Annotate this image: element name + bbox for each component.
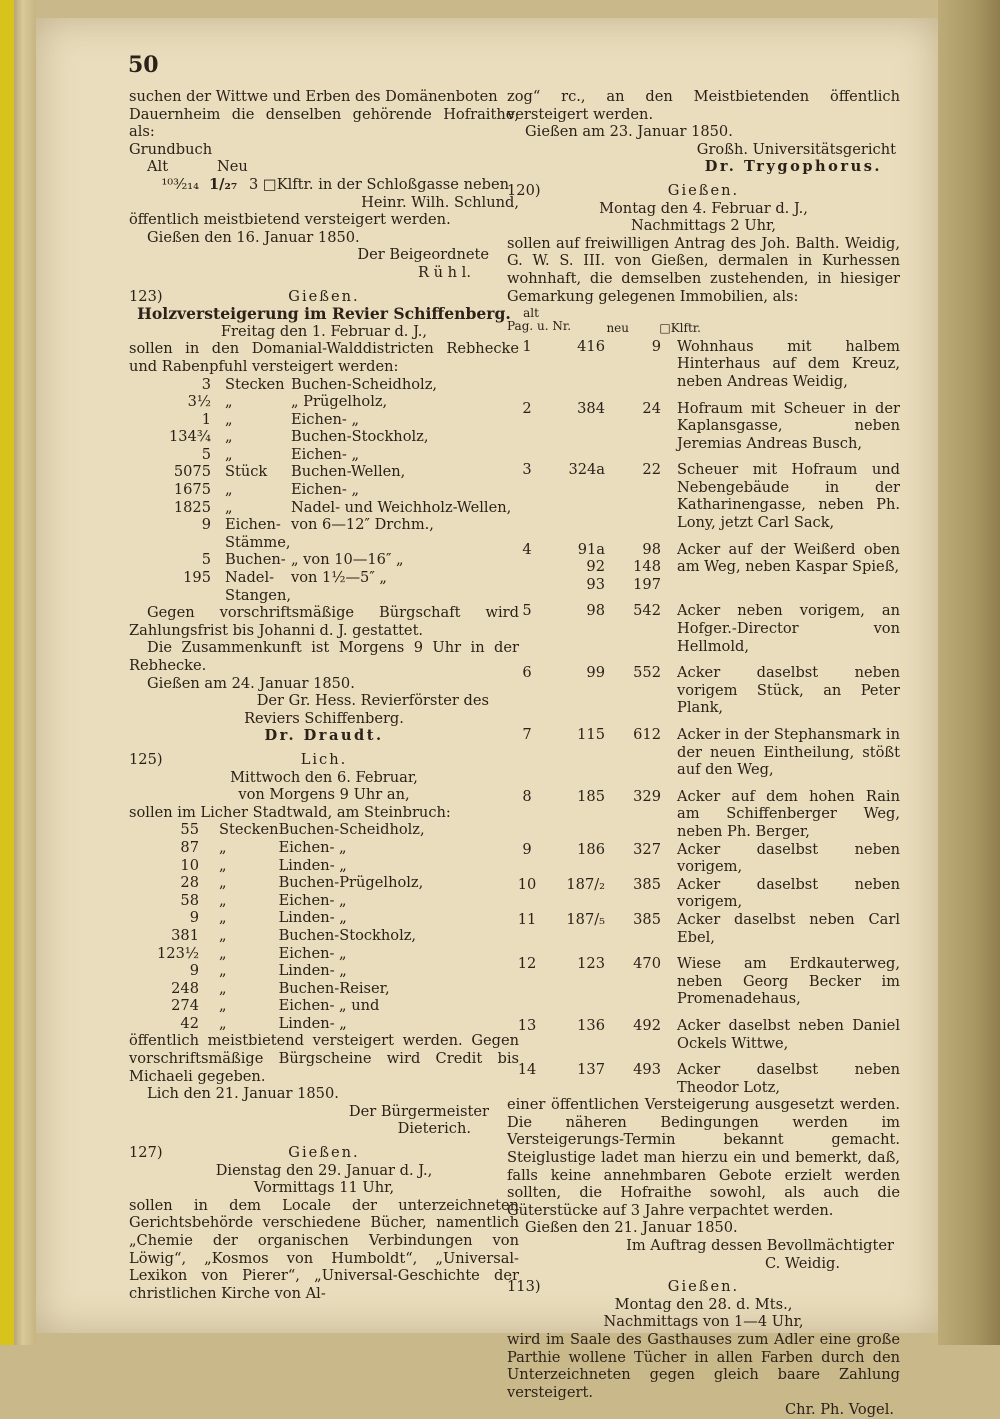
area-klafter: 9 (651, 337, 661, 355)
wood-unit: Stecken (225, 375, 285, 393)
signature-title: Im Auftrag dessen Bevollmächtigter (626, 1237, 894, 1255)
wood-quantity: 5075 (173, 463, 211, 481)
wood-unit: „ (219, 891, 227, 909)
wood-quantity: 3 (201, 375, 211, 393)
property-row (507, 779, 900, 841)
parcel-number: 99 (586, 664, 605, 682)
property-row (507, 946, 900, 1008)
pag-number: 13 (517, 1016, 537, 1034)
area-klafter: 470 (633, 955, 661, 973)
pag-number: 6 (522, 664, 532, 682)
notice-text: wird im Saale des Gasthauses zum Adler eine große Parthie wollene Tücher in allen Farben durch den Unterzeichneten gegen gleich baare Zahlung versteigert. (507, 1331, 900, 1401)
wood-quantity: 87 (180, 838, 199, 856)
wood-quantity: 9 (189, 909, 199, 927)
header-alt: alt (523, 306, 539, 321)
notice-continuation: zog“ rc., an den Meistbietenden öffentlich versteigert werden. (507, 88, 900, 123)
parcel-number: 123 (577, 955, 605, 973)
wood-row (129, 980, 425, 998)
property-description: Acker daselbst neben Carl Ebel, (677, 910, 900, 946)
wood-unit: „ (219, 1014, 227, 1032)
wood-row (129, 393, 511, 411)
date-line: Gießen am 23. Januar 1850. (525, 123, 733, 141)
wood-description: Buchen-Prügelholz, (278, 874, 424, 892)
wood-row (129, 569, 511, 604)
wood-description: „ Prügelholz, (290, 393, 388, 411)
notice-time: Nachmittags von 1—4 Uhr, (603, 1313, 804, 1331)
pag-number: 7 (522, 726, 532, 743)
wood-unit: Buchen- (225, 551, 286, 569)
header-alt-pag (507, 306, 572, 338)
wood-description: Eichen- „ (278, 891, 347, 909)
notice-text: sollen auf freiwilligen Antrag des Joh. Balth. Weidig, G. W. S. III. von Gießen, dermalen in Kurhessen wohnhaft, die demselben zustehenden, in hiesiger Gemarkung gelegenen Immobilien, als: (507, 234, 900, 305)
property-row (507, 1052, 900, 1096)
signature-name: C. Weidig. (764, 1254, 840, 1272)
left-page-stack (14, 0, 36, 1345)
pag-number: 9 (522, 840, 532, 858)
wood-description: „ von 10—16″ „ (290, 551, 404, 569)
date-line: Lich den 21. Januar 1850. (147, 1085, 339, 1103)
wood-description: Eichen- „ (290, 445, 360, 463)
right-binding-shadow (938, 0, 1000, 1345)
property-description: Hofraum mit Scheuer in der Kaplansgasse, neben Jeremias Andreas Busch, (677, 399, 900, 452)
notice-text: sollen in dem Locale der unterzeichneten Gerichtsbehörde verschiedene Bücher, namentlich „Chemie der organischen Verbindungen von Löwig“, „Kosmos von Humboldt“, „Universal-Lexikon von Pierer“, „Universal-Geschichte der christlichen Kirche von Al- (129, 1196, 519, 1302)
property-row (507, 452, 900, 531)
pag-number: 2 (522, 399, 532, 417)
wood-description: Buchen-Stockholz, (278, 926, 417, 944)
wood-description: von 1½—5″ „ (290, 569, 387, 587)
notice-text: einer öffentlichen Versteigerung ausgesetzt werden. Die näheren Bedingungen werden im Versteigerungs-Termin bekannt gemacht. Steiglustige ladet man hierzu ein und bemerkt, daß, falls keine annehmbaren Gebote erzielt werden sollten, die Hofraithe sowohl, als auch die Güterstücke auf 3 Jahre verpachtet werden. (507, 1096, 900, 1219)
notice-place: Lich. (300, 750, 348, 768)
wood-row (129, 446, 511, 464)
notice-heading-120 (507, 182, 900, 200)
wood-unit: „ (219, 944, 227, 962)
wood-row (129, 463, 511, 481)
date-line: Gießen den 21. Januar 1850. (525, 1219, 738, 1237)
property-table-header (507, 307, 900, 338)
pag-number: 11 (517, 910, 537, 928)
header-klftr: □Klftr. (659, 321, 701, 336)
parcel-number: 186 (577, 840, 605, 858)
area-klafter: 327 (633, 840, 661, 858)
wood-row (129, 909, 425, 927)
pag-number: 10 (517, 875, 537, 893)
property-description: Acker auf dem hohen Rain am Schiffenberger Weg, neben Ph. Berger, (677, 787, 900, 840)
signature-title: Reviers Schiffenberg. (244, 709, 404, 727)
wood-row (129, 551, 511, 569)
notice-number: 113) (507, 1278, 541, 1296)
pag-number: 12 (517, 955, 537, 973)
notice-number: 120) (507, 181, 541, 199)
parcel-number: 115 (577, 726, 605, 743)
notice-heading-123 (129, 288, 519, 306)
wood-description: Buchen-Scheidholz, (290, 375, 438, 393)
wood-row (129, 839, 425, 857)
wood-quantity: 134¾ (169, 428, 211, 446)
intro-line: suchen der Wittwe und Erben des Domänenboten (129, 88, 498, 105)
area-klafter: 385 (633, 910, 661, 928)
wood-description: Linden- „ (278, 909, 347, 927)
property-row (507, 911, 900, 946)
notice-heading-113 (507, 1278, 900, 1296)
pag-number: 14 (517, 1061, 537, 1079)
property-row (507, 717, 900, 779)
parcel-number: 136 (577, 1016, 605, 1034)
grundbuch-header (129, 158, 519, 176)
wood-quantity: 123½ (157, 944, 199, 962)
grundbuch-entry (129, 176, 519, 194)
wood-row (129, 1015, 425, 1033)
notice-date: Freitag den 1. Februar d. J., (220, 322, 428, 340)
wood-description: Linden- „ (278, 962, 347, 980)
notice-number: 127) (129, 1144, 163, 1162)
wood-description: Buchen-Stockholz, (290, 428, 429, 446)
wood-unit: „ (219, 838, 227, 856)
parcel-number: 91a 92 93 (577, 540, 605, 593)
wood-row (129, 481, 511, 499)
parcel-number: 416 (577, 337, 605, 355)
notice-text: sollen in den Domanial-Walddistricten Rebhecke und Rabenpfuhl versteigert werden: (129, 340, 519, 375)
property-description: Acker daselbst neben vorigem, (677, 840, 900, 876)
wood-unit: „ (219, 874, 227, 892)
wood-quantity: 28 (180, 874, 199, 892)
wood-description: Eichen- „ (290, 410, 360, 428)
grundbuch-label: Grundbuch (129, 140, 213, 158)
property-description: Wiese am Erdkauterweg, neben Georg Becker im Promenadehaus, (677, 955, 900, 1008)
signature-name: Dr. Trygophorus. (704, 158, 882, 176)
wood-quantity: 381 (171, 926, 199, 944)
pag-number: 3 (522, 461, 532, 479)
signature-name: Dieterich. (397, 1120, 471, 1138)
entry-neu: 1/₂₇ (209, 175, 238, 193)
area-klafter: 329 (633, 787, 661, 805)
entry-alt: ¹⁰³⁄₂₁₄ (161, 175, 199, 193)
wood-unit: „ (225, 481, 233, 499)
yellow-page-edge (0, 0, 14, 1345)
pag-number: 1 (522, 337, 532, 355)
wood-description: Buchen-Wellen, (290, 463, 406, 481)
wood-unit: Eichen-Stämme, (225, 516, 291, 551)
wood-row (129, 516, 511, 551)
wood-row (129, 927, 425, 945)
wood-list-125 (129, 821, 425, 1032)
wood-unit: „ (219, 979, 227, 997)
wood-quantity: 1825 (173, 498, 211, 516)
notice-number: 125) (129, 750, 163, 768)
wood-description: Eichen- „ (290, 481, 360, 499)
area-klafter: 492 (633, 1016, 661, 1034)
signature-name: R ü h l. (417, 263, 471, 281)
notice-terms: Gegen vorschriftsmäßige Bürgschaft wird Zahlungsfrist bis Johanni d. J. gestattet. (129, 604, 519, 639)
property-table (507, 338, 900, 1097)
wood-unit: „ (225, 410, 233, 428)
parcel-number: 187/₅ (566, 910, 605, 928)
date-line: Gießen am 24. Januar 1850. (147, 674, 355, 692)
wood-unit: Stecken (219, 821, 279, 839)
area-klafter: 612 (633, 726, 661, 743)
property-description: Wohnhaus mit halbem Hinterhaus auf dem Kreuz, neben Andreas Weidig, (677, 337, 900, 390)
area-klafter: 24 (642, 399, 661, 417)
wood-description: Linden- „ (278, 1014, 347, 1032)
notice-place: Gießen. (667, 181, 740, 199)
wood-unit: „ (219, 856, 227, 874)
property-row (507, 841, 900, 876)
wood-quantity: 3½ (187, 393, 211, 411)
notice-date: Mittwoch den 6. Februar, (230, 768, 418, 786)
property-row (507, 391, 900, 453)
wood-unit: „ (225, 393, 233, 411)
header-neu: neu (606, 321, 629, 336)
area-klafter: 98 148 197 (633, 540, 661, 593)
wood-quantity: 58 (180, 891, 199, 909)
notice-date: Montag den 28. d. Mts., (614, 1295, 793, 1313)
wood-quantity: 274 (171, 997, 199, 1015)
neu-label: Neu (217, 158, 248, 176)
date-line: Gießen den 16. Januar 1850. (147, 228, 360, 246)
signature-title: Der Bürgermeister (348, 1102, 489, 1120)
wood-description: Buchen-Scheidholz, (278, 821, 425, 839)
notice-place: Gießen. (667, 1278, 740, 1296)
wood-description: von 6—12″ Drchm., (290, 516, 434, 534)
notice-place: Gießen. (288, 287, 360, 305)
wood-quantity: 5 (201, 445, 211, 463)
wood-quantity: 195 (183, 569, 211, 587)
parcel-number: 384 (577, 399, 605, 417)
property-description: Acker daselbst neben Daniel Ockels Wittwe, (677, 1016, 900, 1052)
area-klafter: 385 (633, 875, 661, 893)
notice-date: Dienstag den 29. Januar d. J., (215, 1161, 433, 1179)
parcel-number: 185 (577, 787, 605, 805)
notice-number: 123) (129, 287, 163, 305)
wood-quantity: 10 (180, 856, 199, 874)
wood-quantity: 1675 (173, 481, 211, 499)
page-number: 50 (128, 52, 159, 78)
property-row (507, 593, 900, 655)
wood-description: Eichen- „ und (278, 997, 380, 1015)
property-description: Acker in der Stephansmark in der neuen Eintheilung, stößt auf den Weg, (677, 726, 900, 779)
pag-number: 8 (522, 787, 532, 805)
wood-unit: „ (225, 498, 233, 516)
wood-quantity: 55 (180, 821, 199, 839)
notice-time: Nachmittags 2 Uhr, (630, 217, 777, 235)
wood-row (129, 857, 425, 875)
pag-number: 5 (522, 602, 532, 620)
wood-unit: „ (219, 909, 227, 927)
area-klafter: 22 (642, 461, 661, 479)
property-row (507, 1008, 900, 1052)
notice-terms: öffentlich meistbietend versteigert werden. Gegen vorschriftsmäßige Bürgscheine wird Credit bis Michaeli gegeben. (129, 1032, 519, 1085)
wood-quantity: 9 (201, 516, 211, 534)
property-description: Acker auf der Weißerd oben am Weg, neben Kaspar Spieß, (677, 540, 900, 576)
wood-description: Nadel- und Weichholz-Wellen, (290, 498, 512, 516)
wood-unit: Nadel-Stangen, (225, 569, 291, 604)
alt-label: Alt (147, 158, 169, 176)
wood-row (129, 945, 425, 963)
wood-row (129, 499, 511, 517)
wood-quantity: 42 (180, 1014, 199, 1032)
closing-line: öffentlich meistbietend versteigert werden. (129, 211, 451, 229)
wood-unit: „ (219, 997, 227, 1015)
area-klafter: 493 (633, 1061, 661, 1079)
pag-number: 4 (522, 540, 532, 558)
wood-description: Eichen- „ (278, 838, 347, 856)
notice-heading-127 (129, 1144, 519, 1162)
signature-title: Der Gr. Hess. Revierförster des (256, 692, 489, 710)
header-pag: Pag. u. Nr. (507, 319, 572, 334)
property-row (507, 876, 900, 911)
wood-unit: „ (225, 445, 233, 463)
wood-row (129, 892, 425, 910)
notice-heading-125 (129, 751, 519, 769)
property-description: Acker daselbst neben vorigem Stück, an Peter Plank, (677, 664, 900, 717)
property-description: Scheuer mit Hofraum und Nebengebäude in der Katharinengasse, neben Ph. Lony, jetzt Carl Sack, (677, 461, 900, 532)
signature-name: Chr. Ph. Vogel. (785, 1401, 894, 1419)
wood-row (129, 874, 425, 892)
wood-row (129, 376, 511, 394)
parcel-number: 137 (577, 1061, 605, 1079)
signature-title: Großh. Universitätsgericht (696, 140, 896, 158)
wood-description: Eichen- „ (278, 944, 347, 962)
wood-unit: Stück (225, 463, 268, 481)
wood-unit: „ (219, 926, 227, 944)
wood-quantity: 9 (189, 962, 199, 980)
signature-title: Der Beigeordnete (357, 246, 489, 264)
property-description: Acker daselbst neben Theodor Lotz, (677, 1061, 900, 1096)
wood-list-123 (129, 376, 511, 605)
parcel-number: 98 (586, 602, 605, 620)
right-column (507, 88, 900, 1419)
notice-place: Gießen. (288, 1144, 360, 1162)
notice-text: sollen im Licher Stadtwald, am Steinbruch: (129, 803, 451, 821)
area-klafter: 542 (633, 602, 661, 620)
area-klafter: 552 (633, 664, 661, 682)
wood-row (129, 411, 511, 429)
entry-desc: 3 □Klftr. in der Schloßgasse neben (249, 175, 509, 193)
left-column (129, 88, 519, 1302)
wood-unit: „ (219, 962, 227, 980)
parcel-number: 187/₂ (566, 875, 605, 893)
property-row (507, 338, 900, 391)
wood-row (129, 962, 425, 980)
wood-description: Buchen-Reiser, (278, 979, 390, 997)
notice-time: von Morgens 9 Uhr an, (238, 786, 410, 804)
notice-time: Vormittags 11 Uhr, (253, 1179, 395, 1197)
signature-name: Dr. Draudt. (264, 727, 384, 745)
wood-quantity: 5 (201, 551, 211, 569)
property-description: Acker daselbst neben vorigem, (677, 875, 900, 911)
newspaper-page (36, 18, 938, 1419)
property-row (507, 655, 900, 717)
notice-meeting: Die Zusammenkunft ist Morgens 9 Uhr in der Rebhecke. (129, 639, 519, 674)
wood-quantity: 248 (171, 979, 199, 997)
wood-row (129, 997, 425, 1015)
entry-desc2: Heinr. Wilh. Schlund, (361, 193, 519, 211)
wood-row (129, 821, 425, 839)
wood-row (129, 428, 511, 446)
parcel-number: 324a (568, 461, 605, 479)
intro-line: Dauernheim die denselben gehörende Hofraithe, als: (129, 105, 519, 141)
property-row (507, 532, 900, 594)
wood-quantity: 1 (201, 410, 211, 428)
notice-date: Montag den 4. Februar d. J., (599, 199, 808, 217)
wood-description: Linden- „ (278, 856, 347, 874)
property-description: Acker neben vorigem, an Hofger.-Director von Hellmold, (677, 602, 900, 655)
notice-title: Holzversteigerung im Revier Schiffenberg. (137, 304, 511, 324)
wood-unit: „ (225, 428, 233, 446)
